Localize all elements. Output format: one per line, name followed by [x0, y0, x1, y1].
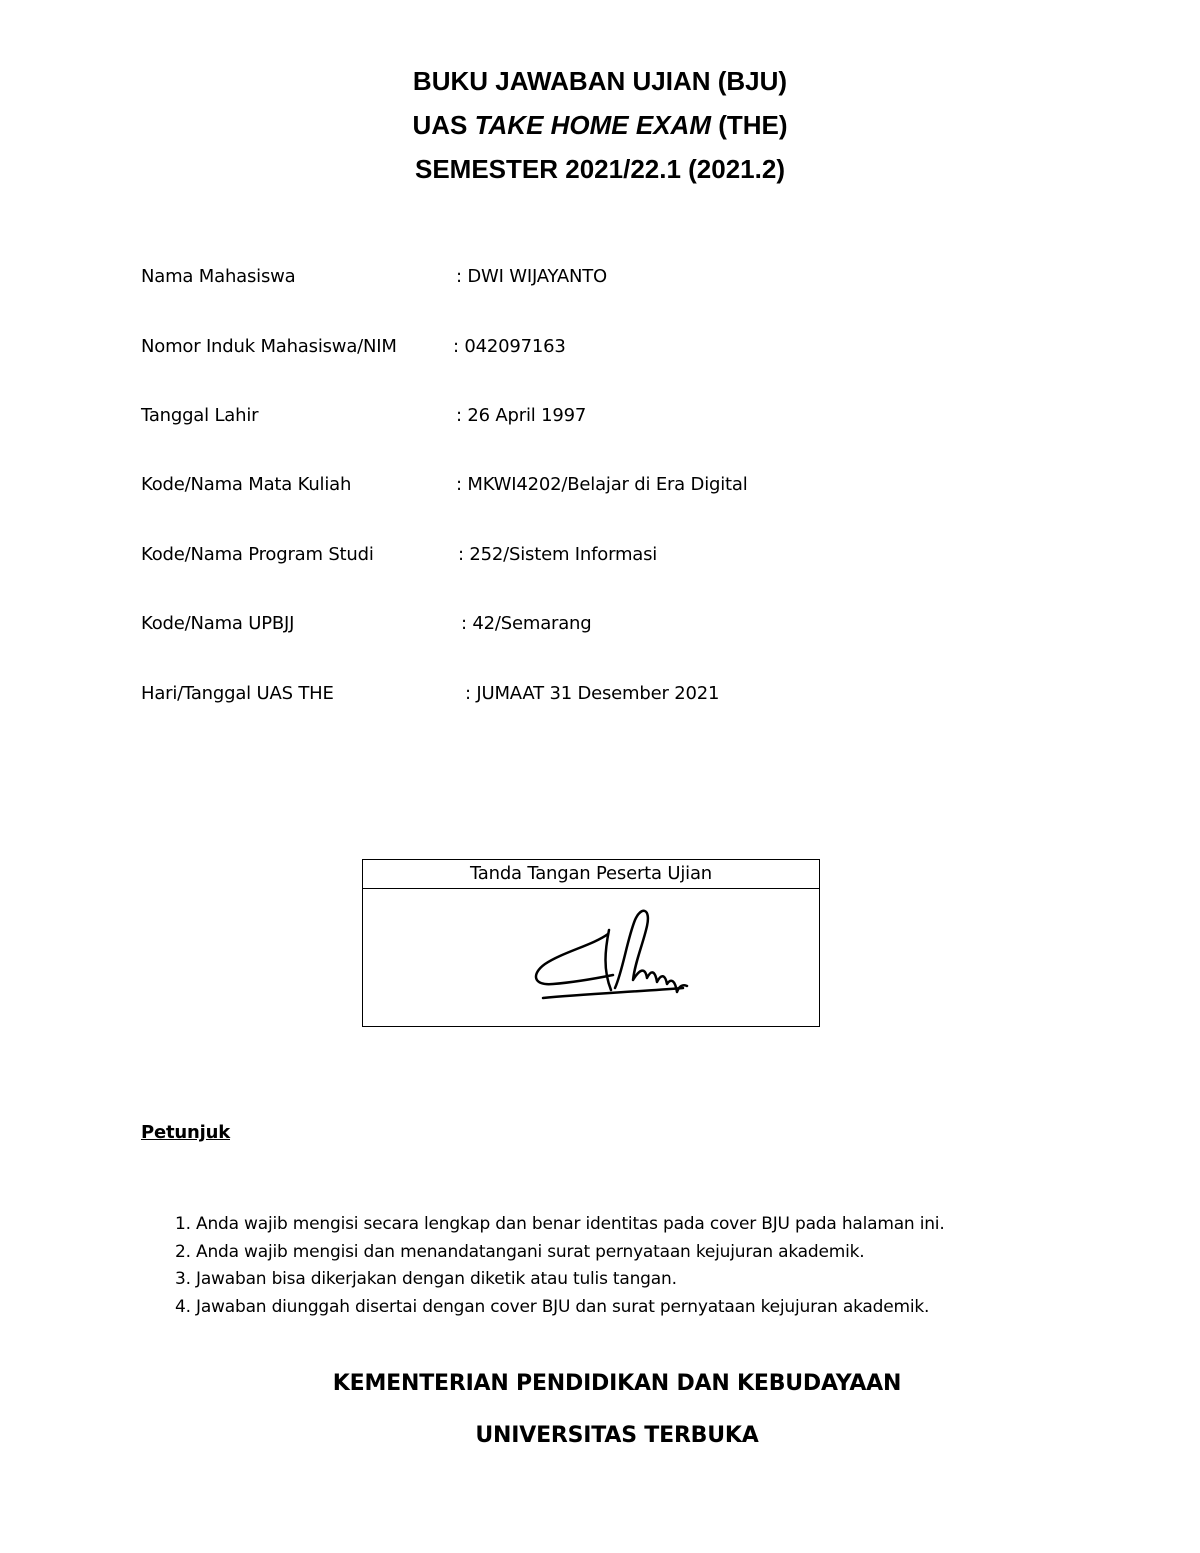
field-value-mata-kuliah: : MKWI4202/Belajar di Era Digital — [456, 474, 748, 495]
semester-title: SEMESTER 2021/22.1 (2021.2) — [415, 154, 785, 184]
signature-image — [523, 900, 703, 1010]
field-label-hari-tanggal: Hari/Tanggal UAS THE — [141, 683, 334, 704]
field-value-program-studi: : 252/Sistem Informasi — [458, 544, 658, 565]
field-value-nim: : 042097163 — [453, 336, 566, 357]
signature-box — [362, 859, 820, 1027]
document-subtitle — [0, 110, 1200, 140]
field-label-upbjj: Kode/Nama UPBJJ — [141, 613, 295, 634]
instruction-item: 4. Jawaban diunggah disertai dengan cover BJU dan surat pernyataan kejujuran akademik. — [175, 1297, 930, 1317]
field-value-nama: : DWI WIJAYANTO — [456, 266, 608, 287]
instruction-item: 3. Jawaban bisa dikerjakan dengan diketik atau tulis tangan. — [175, 1269, 677, 1289]
signature-heading: Tanda Tangan Peserta Ujian — [363, 860, 819, 889]
university-name: UNIVERSITAS TERBUKA — [475, 1423, 759, 1448]
field-label-program-studi: Kode/Nama Program Studi — [141, 544, 374, 565]
document-title: BUKU JAWABAN UJIAN (BJU) — [412, 66, 788, 96]
ministry-name: KEMENTERIAN PENDIDIKAN DAN KEBUDAYAAN — [332, 1371, 902, 1396]
field-label-mata-kuliah: Kode/Nama Mata Kuliah — [141, 474, 352, 495]
field-value-upbjj: : 42/Semarang — [461, 613, 592, 634]
field-value-hari-tanggal: : JUMAAT 31 Desember 2021 — [465, 683, 720, 704]
field-value-tanggal-lahir: : 26 April 1997 — [456, 405, 587, 426]
subtitle-italic: TAKE HOME EXAM — [474, 110, 711, 140]
field-label-nama: Nama Mahasiswa — [141, 266, 296, 287]
instructions-heading: Petunjuk — [141, 1122, 230, 1143]
instruction-item: 2. Anda wajib mengisi dan menandatangani surat pernyataan kejujuran akademik. — [175, 1242, 865, 1262]
field-label-nim: Nomor Induk Mahasiswa/NIM — [141, 336, 397, 357]
subtitle-prefix: UAS — [412, 110, 475, 140]
field-label-tanggal-lahir: Tanggal Lahir — [141, 405, 259, 426]
subtitle-suffix: (THE) — [711, 110, 788, 140]
instruction-item: 1. Anda wajib mengisi secara lengkap dan benar identitas pada cover BJU pada halaman ini. — [175, 1214, 945, 1234]
